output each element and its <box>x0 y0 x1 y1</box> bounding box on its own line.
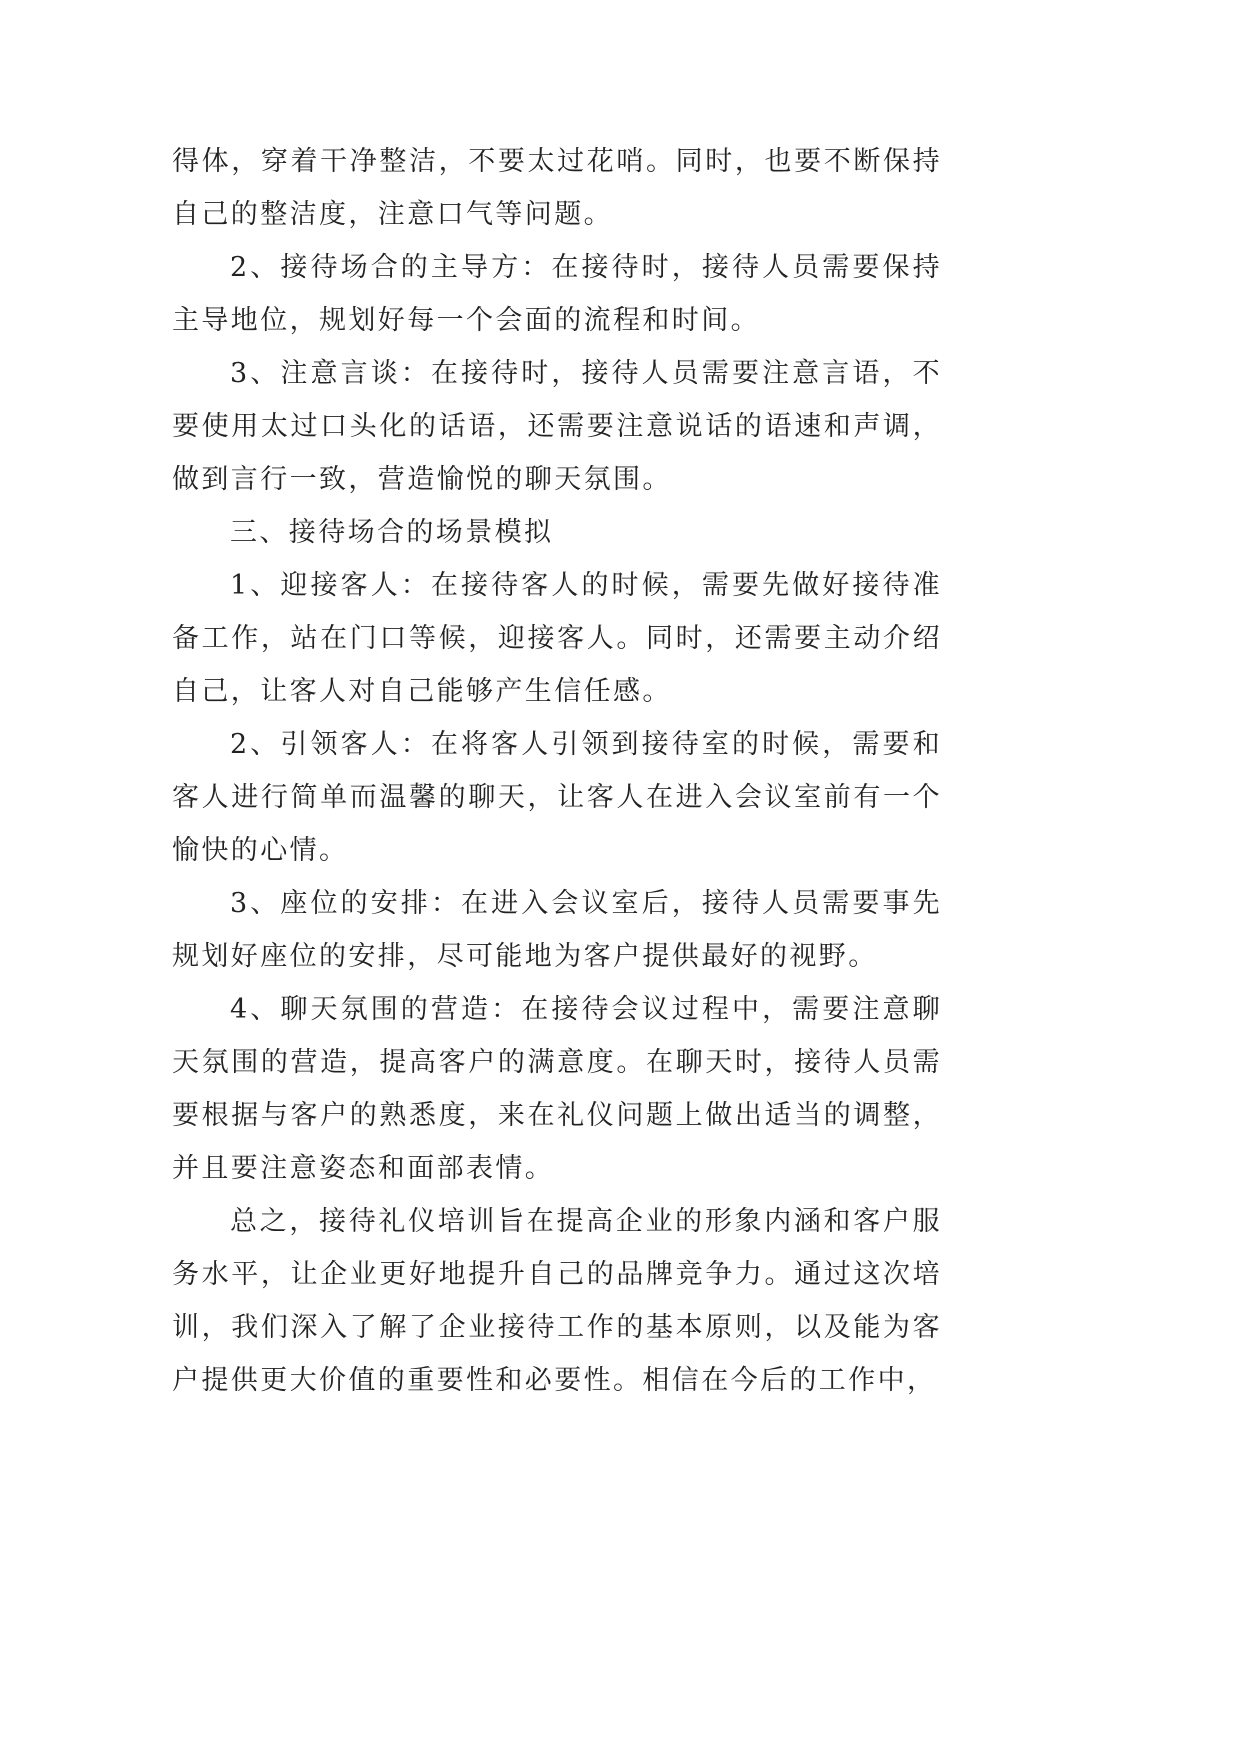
paragraph-greeting-guests: 1、迎接客人：在接待客人的时候，需要先做好接待准备工作，站在门口等候，迎接客人。同时，还需要主动介绍自己，让客人对自己能够产生信任感。 <box>172 570 942 707</box>
paragraph-seating: 3、座位的安排：在进入会议室后，接待人员需要事先规划好座位的安排，尽可能地为客户提供最好的视野。 <box>172 888 942 972</box>
paragraph-host-leadership: 2、接待场合的主导方：在接待时，接待人员需要保持主导地位，规划好每一个会面的流程和时间。 <box>172 252 942 336</box>
section-heading-scenario: 三、接待场合的场景模拟 <box>230 517 554 548</box>
paragraph-conclusion: 总之，接待礼仪培训旨在提高企业的形象内涵和客户服务水平，让企业更好地提升自己的品牌竞争力。通过这次培训，我们深入了解了企业接待工作的基本原则，以及能为客户提供更大价值的重要性和必要性。相信在今后的工作中， <box>172 1206 942 1396</box>
paragraph-chat-atmosphere: 4、聊天氛围的营造：在接待会议过程中，需要注意聊天氛围的营造，提高客户的满意度。在聊天时，接待人员需要根据与客户的熟悉度，来在礼仪问题上做出适当的调整，并且要注意姿态和面部表情。 <box>172 994 942 1184</box>
paragraph-continuation: 得体，穿着干净整洁，不要太过花哨。同时，也要不断保持自己的整洁度，注意口气等问题。 <box>172 146 942 230</box>
body-text <box>172 135 942 1407</box>
paragraph-speech: 3、注意言谈：在接待时，接待人员需要注意言语，不要使用太过口头化的话语，还需要注意说话的语速和声调，做到言行一致，营造愉悦的聊天氛围。 <box>172 358 942 495</box>
paragraph-guiding-guests: 2、引领客人：在将客人引领到接待室的时候，需要和客人进行简单而温馨的聊天，让客人在进入会议室前有一个愉快的心情。 <box>172 729 942 866</box>
